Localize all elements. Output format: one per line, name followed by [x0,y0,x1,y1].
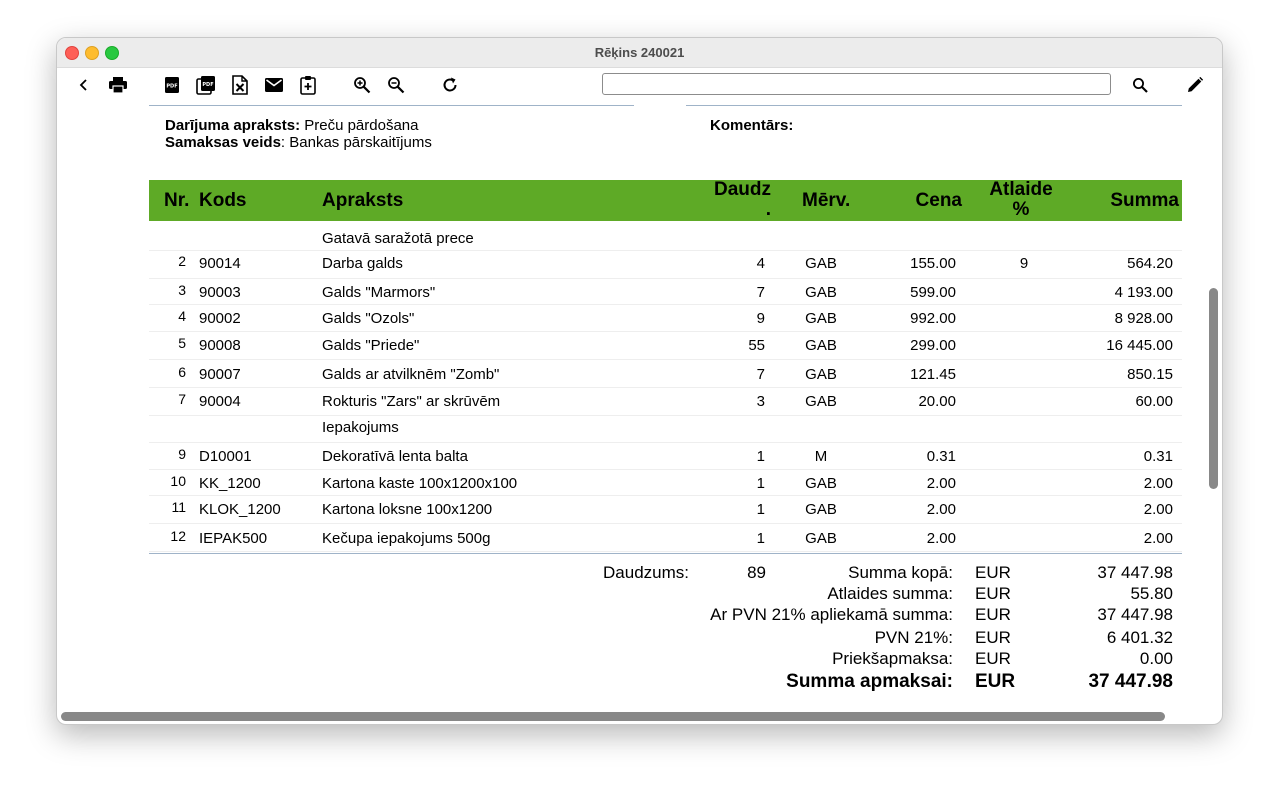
total-value: 0.00 [1139,649,1173,668]
cell-code: 90002 [199,310,241,327]
cell-unit: GAB [805,310,837,327]
header-discount-line2: % [1012,199,1030,220]
cell-code: 90004 [199,393,241,410]
clipboard-icon[interactable] [297,74,319,96]
cell-quantity: 9 [756,310,765,327]
deal-description [165,117,418,134]
cell-description: Darba galds [322,255,403,272]
payment-method [165,134,432,151]
table-row [149,249,1182,277]
total-value: 37 447.98 [1097,563,1173,582]
total-value: 6 401.32 [1106,628,1173,647]
cell-price: 121.45 [910,366,956,383]
invoice-window [56,37,1223,725]
cell-quantity: 1 [756,530,765,547]
table-row [149,278,1182,306]
refresh-icon[interactable] [439,74,461,96]
cell-code: 90007 [199,366,241,383]
total-label: Summa kopā: [848,563,953,582]
cell-unit: GAB [805,475,837,492]
table-header [149,180,1182,221]
payment-value: : Bankas pārskaitījums [280,134,432,151]
cell-quantity: 4 [756,255,765,272]
total-label: Priekšapmaksa: [832,649,953,668]
cell-price: 992.00 [910,310,956,327]
cell-code: KLOK_1200 [199,501,281,518]
total-value: 37 447.98 [1097,605,1173,624]
vertical-scrollbar[interactable] [1209,288,1218,489]
cell-nr: 5 [178,335,186,351]
cell-description: Galds "Marmors" [322,284,436,301]
cell-nr: 9 [178,446,186,462]
table-row [149,413,1182,441]
cell-code: 90014 [199,255,241,272]
cell-price: 2.00 [926,530,956,547]
cell-quantity: 1 [756,475,765,492]
cell-unit: GAB [805,501,837,518]
cell-nr: 7 [178,391,186,407]
cell-sum: 2.00 [1143,501,1173,518]
header-unit: Mērv. [802,190,851,211]
total-quantity-label: Daudzums: [603,563,689,582]
table-row [149,442,1182,470]
cell-unit: M [814,448,828,465]
total-currency: EUR [975,605,1011,624]
zoom-out-icon[interactable] [385,74,407,96]
cell-sum: 60.00 [1135,393,1173,410]
cell-sum: 2.00 [1143,475,1173,492]
header-quantity-line1: Daudz [714,179,771,200]
cell-sum: 0.31 [1143,448,1173,465]
table-row [149,524,1182,552]
total-value: 55.80 [1130,584,1173,603]
total-currency: EUR [975,649,1011,668]
cell-description: Galds "Priede" [322,337,420,354]
cell-quantity: 3 [756,393,765,410]
header-nr: Nr. [164,190,190,211]
cell-sum: 8 928.00 [1114,310,1173,327]
svg-text:PDF: PDF [166,83,178,90]
cell-description: Galds ar atvilknēm "Zomb" [322,366,500,383]
back-icon[interactable] [73,74,95,96]
cell-description: Kartona loksne 100x1200 [322,501,493,518]
cell-sum: 564.20 [1127,255,1173,272]
cell-quantity: 55 [748,337,765,354]
window-title: Rēķins 240021 [594,45,685,60]
pdf-multi-icon[interactable] [195,74,217,96]
search-input[interactable] [602,73,1111,95]
cell-unit: GAB [805,255,837,272]
header-quantity-line2: . [765,199,771,220]
total-quantity-value: 89 [747,563,766,582]
cell-unit: GAB [805,366,837,383]
row-divider [149,551,1182,552]
cell-description: Galds "Ozols" [322,310,415,327]
total-currency: EUR [975,628,1011,647]
total-label: Summa apmaksai: [786,671,953,692]
total-value: 37 447.98 [1088,671,1173,692]
cell-discount: 9 [1019,255,1029,272]
horizontal-scrollbar[interactable] [61,712,1165,721]
cell-unit: GAB [805,284,837,301]
cell-price: 599.00 [910,284,956,301]
cell-nr: 12 [170,528,186,544]
deal-label: Darījuma apraksts: [165,117,301,134]
total-currency: EUR [975,671,1016,692]
cell-nr: 11 [171,499,186,515]
header-discount-line1: Atlaide [989,179,1053,200]
cell-nr: 2 [178,253,186,269]
total-label: Ar PVN 21% apliekamā summa: [710,605,953,624]
cell-quantity: 1 [756,501,765,518]
total-label: Atlaides summa: [827,584,953,603]
cell-description: Rokturis "Zars" ar skrūvēm [322,393,501,410]
svg-text:PDF: PDF [202,82,214,88]
cell-quantity: 1 [756,448,765,465]
cell-sum: 4 193.00 [1114,284,1173,301]
table-row [149,469,1182,497]
header-price: Cena [915,190,962,211]
cell-unit: GAB [805,337,837,354]
cell-quantity: 7 [756,284,765,301]
table-row [149,304,1182,332]
cell-code: 90008 [199,337,241,354]
cell-description: Kečupa iepakojums 500g [322,530,491,547]
divider [149,105,634,106]
total-label: PVN 21%: [874,628,953,647]
comment-label: Komentārs: [710,117,794,134]
table-row [149,495,1182,523]
cell-code: IEPAK500 [199,530,268,547]
cell-nr: 3 [178,282,186,298]
table-row [149,387,1182,415]
zoom-in-icon[interactable] [351,74,373,96]
cell-price: 155.00 [910,255,956,272]
total-currency: EUR [975,584,1011,603]
cell-nr: 4 [178,308,186,324]
edit-icon[interactable] [1184,74,1206,96]
cell-sum: 2.00 [1143,530,1173,547]
table-row [149,360,1182,388]
cell-price: 2.00 [926,475,956,492]
cell-description: Iepakojums [322,419,399,436]
header-discount [981,180,1061,220]
cell-unit: GAB [805,530,837,547]
divider [686,105,1182,106]
cell-description: Dekoratīvā lenta balta [322,448,468,465]
print-icon[interactable] [107,74,129,96]
header-quantity [689,180,771,220]
cell-code: 90003 [199,284,241,301]
invoice-document [57,102,1209,710]
payment-label: Samaksas veids [165,134,281,151]
excel-icon[interactable] [229,74,251,96]
search-icon[interactable] [1129,74,1151,96]
cell-price: 2.00 [926,501,956,518]
cell-price: 299.00 [910,337,956,354]
total-currency: EUR [975,563,1011,582]
pdf-icon[interactable] [161,74,183,96]
cell-code: KK_1200 [199,475,261,492]
cell-sum: 850.15 [1127,366,1173,383]
cell-sum: 16 445.00 [1106,337,1173,354]
cell-unit: GAB [805,393,837,410]
toolbar [57,68,1222,102]
title-bar [57,38,1222,68]
header-description: Apraksts [322,190,404,211]
header-sum: Summa [1110,190,1179,211]
table-bottom-divider [149,553,1182,554]
deal-value: Preču pārdošana [304,117,419,134]
table-row [149,224,1182,252]
cell-nr: 6 [178,364,186,380]
cell-description: Kartona kaste 100x1200x100 [322,475,518,492]
cell-description: Gatavā saražotā prece [322,230,474,247]
table-row [149,331,1182,359]
email-icon[interactable] [263,74,285,96]
cell-nr: 10 [170,473,186,489]
cell-code: D10001 [199,448,252,465]
cell-price: 0.31 [926,448,956,465]
cell-price: 20.00 [918,393,956,410]
cell-quantity: 7 [756,366,765,383]
header-code: Kods [199,190,247,211]
